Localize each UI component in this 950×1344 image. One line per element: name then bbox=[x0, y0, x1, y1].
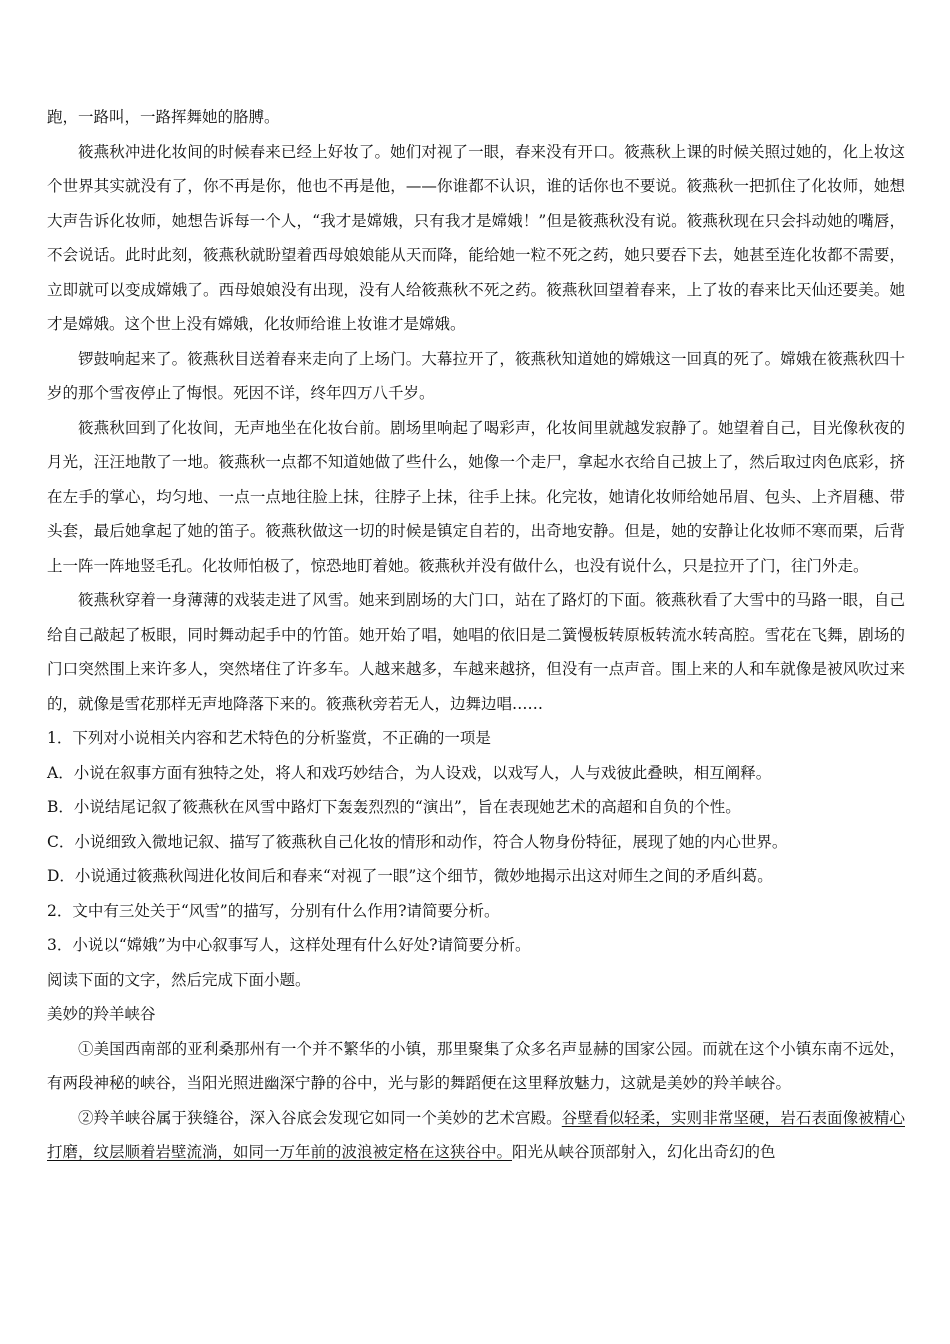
reading-paragraph-2-end: 阳光从峡谷顶部射入，幻化出奇幻的色 bbox=[512, 1143, 776, 1161]
question-2: 2．文中有三处关于“风雪”的描写，分别有什么作用?请简要分析。 bbox=[47, 901, 500, 920]
question-1-option-c: C．小说细致入微地记叙、描写了筱燕秋自己化妆的情形和动作，符合人物身份特征，展现了她的内心世界。 bbox=[47, 832, 788, 851]
document-page bbox=[47, 100, 905, 1170]
reading-paragraph-2 bbox=[47, 1101, 905, 1170]
reading-title: 美妙的羚羊峡谷 bbox=[47, 1005, 156, 1023]
reading-paragraph-2-start: ②羚羊峡谷属于狭缝谷，深入谷底会发现它如同一个美妙的艺术宫殿。 bbox=[78, 1108, 562, 1127]
question-1: 1．下列对小说相关内容和艺术特色的分析鉴赏，不正确的一项是 bbox=[47, 729, 491, 747]
story-paragraph-2: 锣鼓响起来了。筱燕秋目送着春来走向了上场门。大幕拉开了，筱燕秋知道她的嫦娥这一回真的死了。嫦娥在筱燕秋四十岁的那个雪夜停止了悔恨。死因不详，终年四万八千岁。 bbox=[47, 349, 905, 402]
story-paragraph-4: 筱燕秋穿着一身薄薄的戏装走进了风雪。她来到剧场的大门口，站在了路灯的下面。筱燕秋看了大雪中的马路一眼，自己给自己敲起了板眼，同时舞动起手中的竹笛。她开始了唱，她唱的依旧是二簧慢板转原板转流水转高腔。雪花在飞舞，剧场的门口突然围上来许多人，突然堵住了许多车。人越来越多，车越来越挤，但没有一点声音。围上来的人和车就像是被风吹过来的，就像是雪花那样无声地降落下来的。筱燕秋旁若无人，边舞边唱…… bbox=[47, 591, 905, 713]
reading-paragraph-2-underlined: 谷壁看似轻柔，实则非常坚硬，岩石表面像被精心打磨，纹层顺着岩壁流淌，如同一万年前的波浪被定格在这狭谷中。 bbox=[47, 1108, 905, 1161]
question-3: 3．小说以“嫦娥”为中心叙事写人，这样处理有什么好处?请简要分析。 bbox=[47, 936, 531, 954]
story-paragraph-3: 筱燕秋回到了化妆间，无声地坐在化妆台前。剧场里响起了喝彩声，化妆间里就越发寂静了。她望着自己，目光像秋夜的月光，汪汪地散了一地。筱燕秋一点都不知道她做了些什么，她像一个走尸，拿起水衣给自己披上了，然后取过肉色底彩，挤在左手的掌心，均匀地、一点一点地往脸上抹，往脖子上抹，往手上抹。化完妆，她请化妆师给她吊眉、包头、上齐眉穗、带头套，最后她拿起了她的笛子。筱燕秋做这一切的时候是镇定自若的，出奇地安静。但是，她的安静让化妆师不寒而栗，后背上一阵一阵地竖毛孔。化妆师怕极了，惊恐地盯着她。筱燕秋并没有做什么，也没有说什么，只是拉开了门，往门外走。 bbox=[47, 418, 905, 575]
story-paragraph-1: 筱燕秋冲进化妆间的时候春来已经上好妆了。她们对视了一眼，春来没有开口。筱燕秋上课的时候关照过她的，化上妆这个世界其实就没有了，你不再是你，他也不再是他，——你谁都不认识，谁的话你也不要说。筱燕秋一把抓住了化妆师，她想大声告诉化妆师，她想告诉每一个人，“我才是嫦娥，只有我才是嫦娥！”但是筱燕秋没有说。筱燕秋现在只会抖动她的嘴唇，不会说话。此时此刻，筱燕秋就盼望着西母娘娘能从天而降，能给她一粒不死之药，她只要吞下去，她甚至连化妆都不需要，立即就可以变成嫦娥了。西母娘娘没有出现，没有人给筱燕秋不死之药。筱燕秋回望着春来，上了妆的春来比天仙还要美。她才是嫦娥。这个世上没有嫦娥，化妆师给谁上妆谁才是嫦娥。 bbox=[47, 142, 905, 333]
question-1-option-d: D．小说通过筱燕秋闯进化妆间后和春来“对视了一眼”这个细节，微妙地揭示出这对师生之间的矛盾纠葛。 bbox=[47, 867, 773, 885]
question-1-option-a: A．小说在叙事方面有独特之处，将人和戏巧妙结合，为人设戏，以戏写人，人与戏彼此叠映，相互阐释。 bbox=[47, 763, 772, 782]
reading-instruction: 阅读下面的文字，然后完成下面小题。 bbox=[47, 970, 311, 989]
story-paragraph-0: 跑，一路叫，一路挥舞她的胳膊。 bbox=[47, 108, 280, 126]
reading-paragraph-1: ①美国西南部的亚利桑那州有一个并不繁华的小镇，那里聚集了众多名声显赫的国家公园。而就在这个小镇东南不远处，有两段神秘的峡谷，当阳光照进幽深宁静的谷中，光与影的舞蹈便在这里释放魅力，这就是美妙的羚羊峡谷。 bbox=[47, 1039, 905, 1092]
question-1-option-b: B．小说结尾记叙了筱燕秋在风雪中路灯下轰轰烈烈的“演出”，旨在表现她艺术的高超和自负的个性。 bbox=[47, 798, 741, 816]
